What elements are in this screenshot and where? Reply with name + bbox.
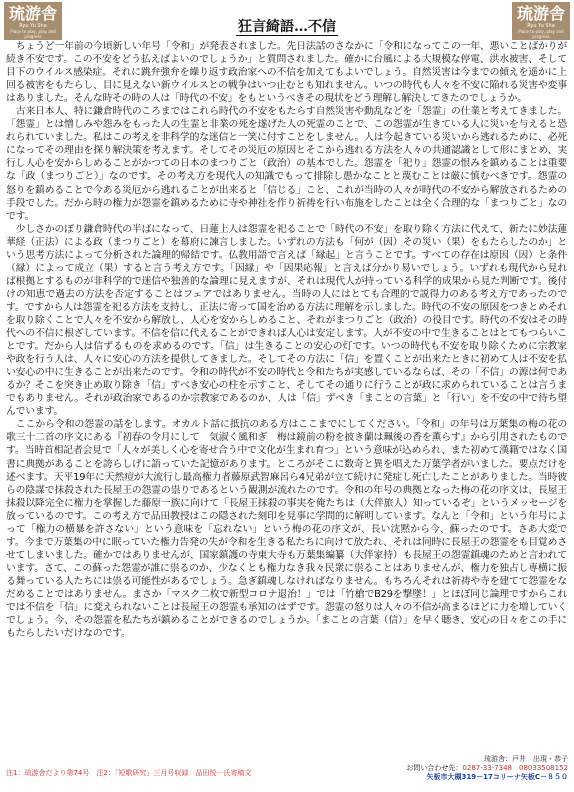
paragraph-4: ここから令和の怨霊の話をします。オカルト話に抵抗のある方はここまでにしてください。「令和」の年号は万葉集の梅の花の歌三十二首の序文にある『初春の令月にして 気淑く風和ぎ 梅は鏡前の粉を披き蘭は珮後の香を薫らす』から引用されたものです。当時首相記者会見で「人々が美しく心を寄せ合う中で文化が生まれ育つ」という意味が込められ、また初めて漢籍ではなく国書に典拠があることを誇らしげに語っていた記憶があります。ところがそこに数奇と異を唱えた万葉学者がいました。要点だけを述べます。天平19年に天然痘が大流行し最高権力者藤原武智麻呂ら4兄弟が立て続けに発症し死亡したことがありました。当時彼らの陰謀で抹殺された長屋王の怨霊の祟りであるという観測が流れたのです。令和の年号の典拠となった梅の花の序文は、長屋王抹殺以降完全に権力を掌握した藤原一族に向けて「長屋王抹殺の事実を俺たちは（大伴旅人）知っているぞ」というメッセージを放っているのです。この考え方で品田教授はこの隠された刻印を見事に学問的に解明しています。なんと「令和」という年号によって「権力の横暴を許さない」という意味を「忘れない」という梅の花の序文が、長い沈黙から今、蘇ったのです。さあ大変です。今まで万葉集の中に眠っていた権力告発の失が令和を生きる私たちに向けて放たれ、それは同時に長屋王の怨霊をも目覚めさせてしまいました。確かではありませんが、国家鎮護の寺東大寺も万葉集編纂（大伴家持）も長屋王の怨霊鎮魂のためと言われています。さて、この蘇った怨霊が誰に祟るのか、少なくとも権力なき我々民衆に祟ることはありませんが、権力を独占し専横に振る舞っている人たちには祟る可能性があるでしょう。急ぎ鎮魂しなければなりません。もちろんそれは祈祷や寺を建てて怨霊をなだめることではありません。まさか「マスク二枚で新型コロナ退治！」では「竹槍でB29を撃墜！」とほぼ同じ論理ですからこれでは不信を「信」に変えられないことは長屋王の怨霊も承知のはずです。怨霊の怒りは人々の不信が高まるほどに力を増していくでしょう。今、その怨霊を私たちが鎮めることができるのでしょうか。「まことの言葉（信）」を早く聴き、安心の日々をこの手にもたらしたいだけなのです。 [6,419,567,640]
contact-block [406,755,568,782]
logo-right-sub: Ryu Yu Sha [527,23,555,29]
paragraph-3: 少しさかのぼり鎌倉時代の半ばになって、日蓮上人は怨霊を祀ることで「時代の不安」を取り除く方法に代えて、新たに妙法蓮華経（正法）による政（まつりごと）を幕府に諫言しました。いずれの方法も「何が（因）その災い（果）をもたらしたのか」という思考方法によって分析された論理的帰結です。仏教用語で言えば「縁起」と言うことです。すべての存在は原因（因）と条件（縁）によって成立（果）すると言う考え方です。「因縁」や「因果応報」と言えば分かり易いでしょう。いずれも現代から見れば根拠とするものが非科学的で迷信や独善的な論理に見えますが、それは現代人が持っている科学的成果から見た判断です。後付けの知恵で過去の方法を否定することはフェアではありません。当時の人にはとても合理的で説得力のある考え方であったのです。ですから人は怨霊を祀る方法を支持し、正法に寄って国を治める方法に理解を示しました。時代の不安の原因をつきとめそれを取り除くことで人々を不安から解放し、人心を安からしめること、それがまつりごと（政治）の役目です。時代の不安はその時代への不信に根ざしています。不信を信に代えることができれば人心は安定します。人が不安の中で生きることはとてもつらいことです。だから人は信ずるものを求めるのです。「信」は生きることの安心の灯です。いつの時代も不安を取り除くために宗教家や政を行う人は、人々に安心の方法を提供してきました。そしてその方法に「信」を置くことが出来たときに初めて人は不安を払い安心の中に生きることが出来たのです。令和の時代が不安の時代と令和たちが実感しているならば、その「不信」の源は何であるか？そこを突き止め取り除き「信」すべき安心の柱を示すこと、そしてその通りに行うことが政に求められていることは言うまでもありません。それが政治家であるのか宗教家であるのか、人は「信」ずべき「まことの言葉」と「行い」を不安の中で待ち望んでいます。 [6,223,567,418]
logo-left-main: 琉游舎 [8,4,57,23]
page-title [0,16,574,36]
paragraph-2: 古来日本人、特に鎌倉時代のころまではこれら時代の不安をもたらす自然災害や動乱などを「怨霊」の仕業と考えてきました。「怨霊」とは憎しみや怨みをもった人の生霊と非業の死を遂げた人の死霊のことで、この怨霊が生きている人に災いを与えると恐れられていました。私はこの考えを非科学的な迷信と一笑に付すことをしません。人は今起きている災いから逃れるために、必死になってその理由を探り解決策を考えます。そしてその災厄の原因とそこから逃れる方法を人々の共通認識として形にまとめ、実行し人心を安からしめることがかつての日本のまつりごと（政治）の基本でした。怨霊を「祀り」怨霊の恨みを鎮めることは重要な「政（まつりごと）」なのです。その考え方を現代人の知識でもって排除し愚かなことと蔑むことは厳に慎むべきです。怨霊の怒りを鎮めることで今ある災厄から逃れることが出来ると「信じる」こと、これが当時の人々が時代の不安から解放されるための手段でした。だから時の権力が怨霊を鎮めるために寺や神社を作り祈祷を行い布施をしたことは全く合理的な「まつりごと」なのです。 [6,106,567,222]
article-body [6,40,567,640]
footnote-text: 注1：琉游舎だより第74号 注2：「短歌研究」三月号収録 品田悦一氏寄稿文 [6,769,252,777]
logo-left-sub: Ryu Yu Sha [19,23,47,29]
logo-left-tag: Place to play, play and progress [10,29,56,39]
contact-inquiry-label: お問い合わせ先： [406,764,463,772]
contact-inquiry [406,764,568,773]
logo-right-main: 琉游舎 [516,4,565,23]
paragraph-1: ちょうど一年前の今頃新しい年号「令和」が発表されました。先日法話のさなかに「令和になってこの一年、悪いことばかりが続き不安です。この不安をどう払えばよいのでしょうか」と質問されました。確かに台風による大規模な停電、洪水被害、そして目下のウイルス感染症。それに跳弁強弁を繰り返す政治家への不信を加えてもよいでしょう。自然災害は今までの傾えを遥かに上回る被害をもたらし、目に見えない新ウイルスとの戦争はいつ止むとも知れません。いつの時代も人々を不安に陥れる災害や変事はありました。そんな時その時の人は「時代の不安」をもというべきその現状をどう理解し解決してきたのでしょうか。 [6,41,567,105]
contact-editor: 琉游舎：戸井 出現・恭子 [484,755,568,763]
page-title-text: 狂言綺語…不信 [238,19,336,35]
footnotes [6,768,251,778]
contact-address: 矢板市大槻319－17コリーナ矢板C－８５０ [426,773,568,781]
contact-tel: 0287-33-7348 08033508152 [462,764,568,772]
logo-right-tag: Place to play, play and progress [518,29,564,39]
